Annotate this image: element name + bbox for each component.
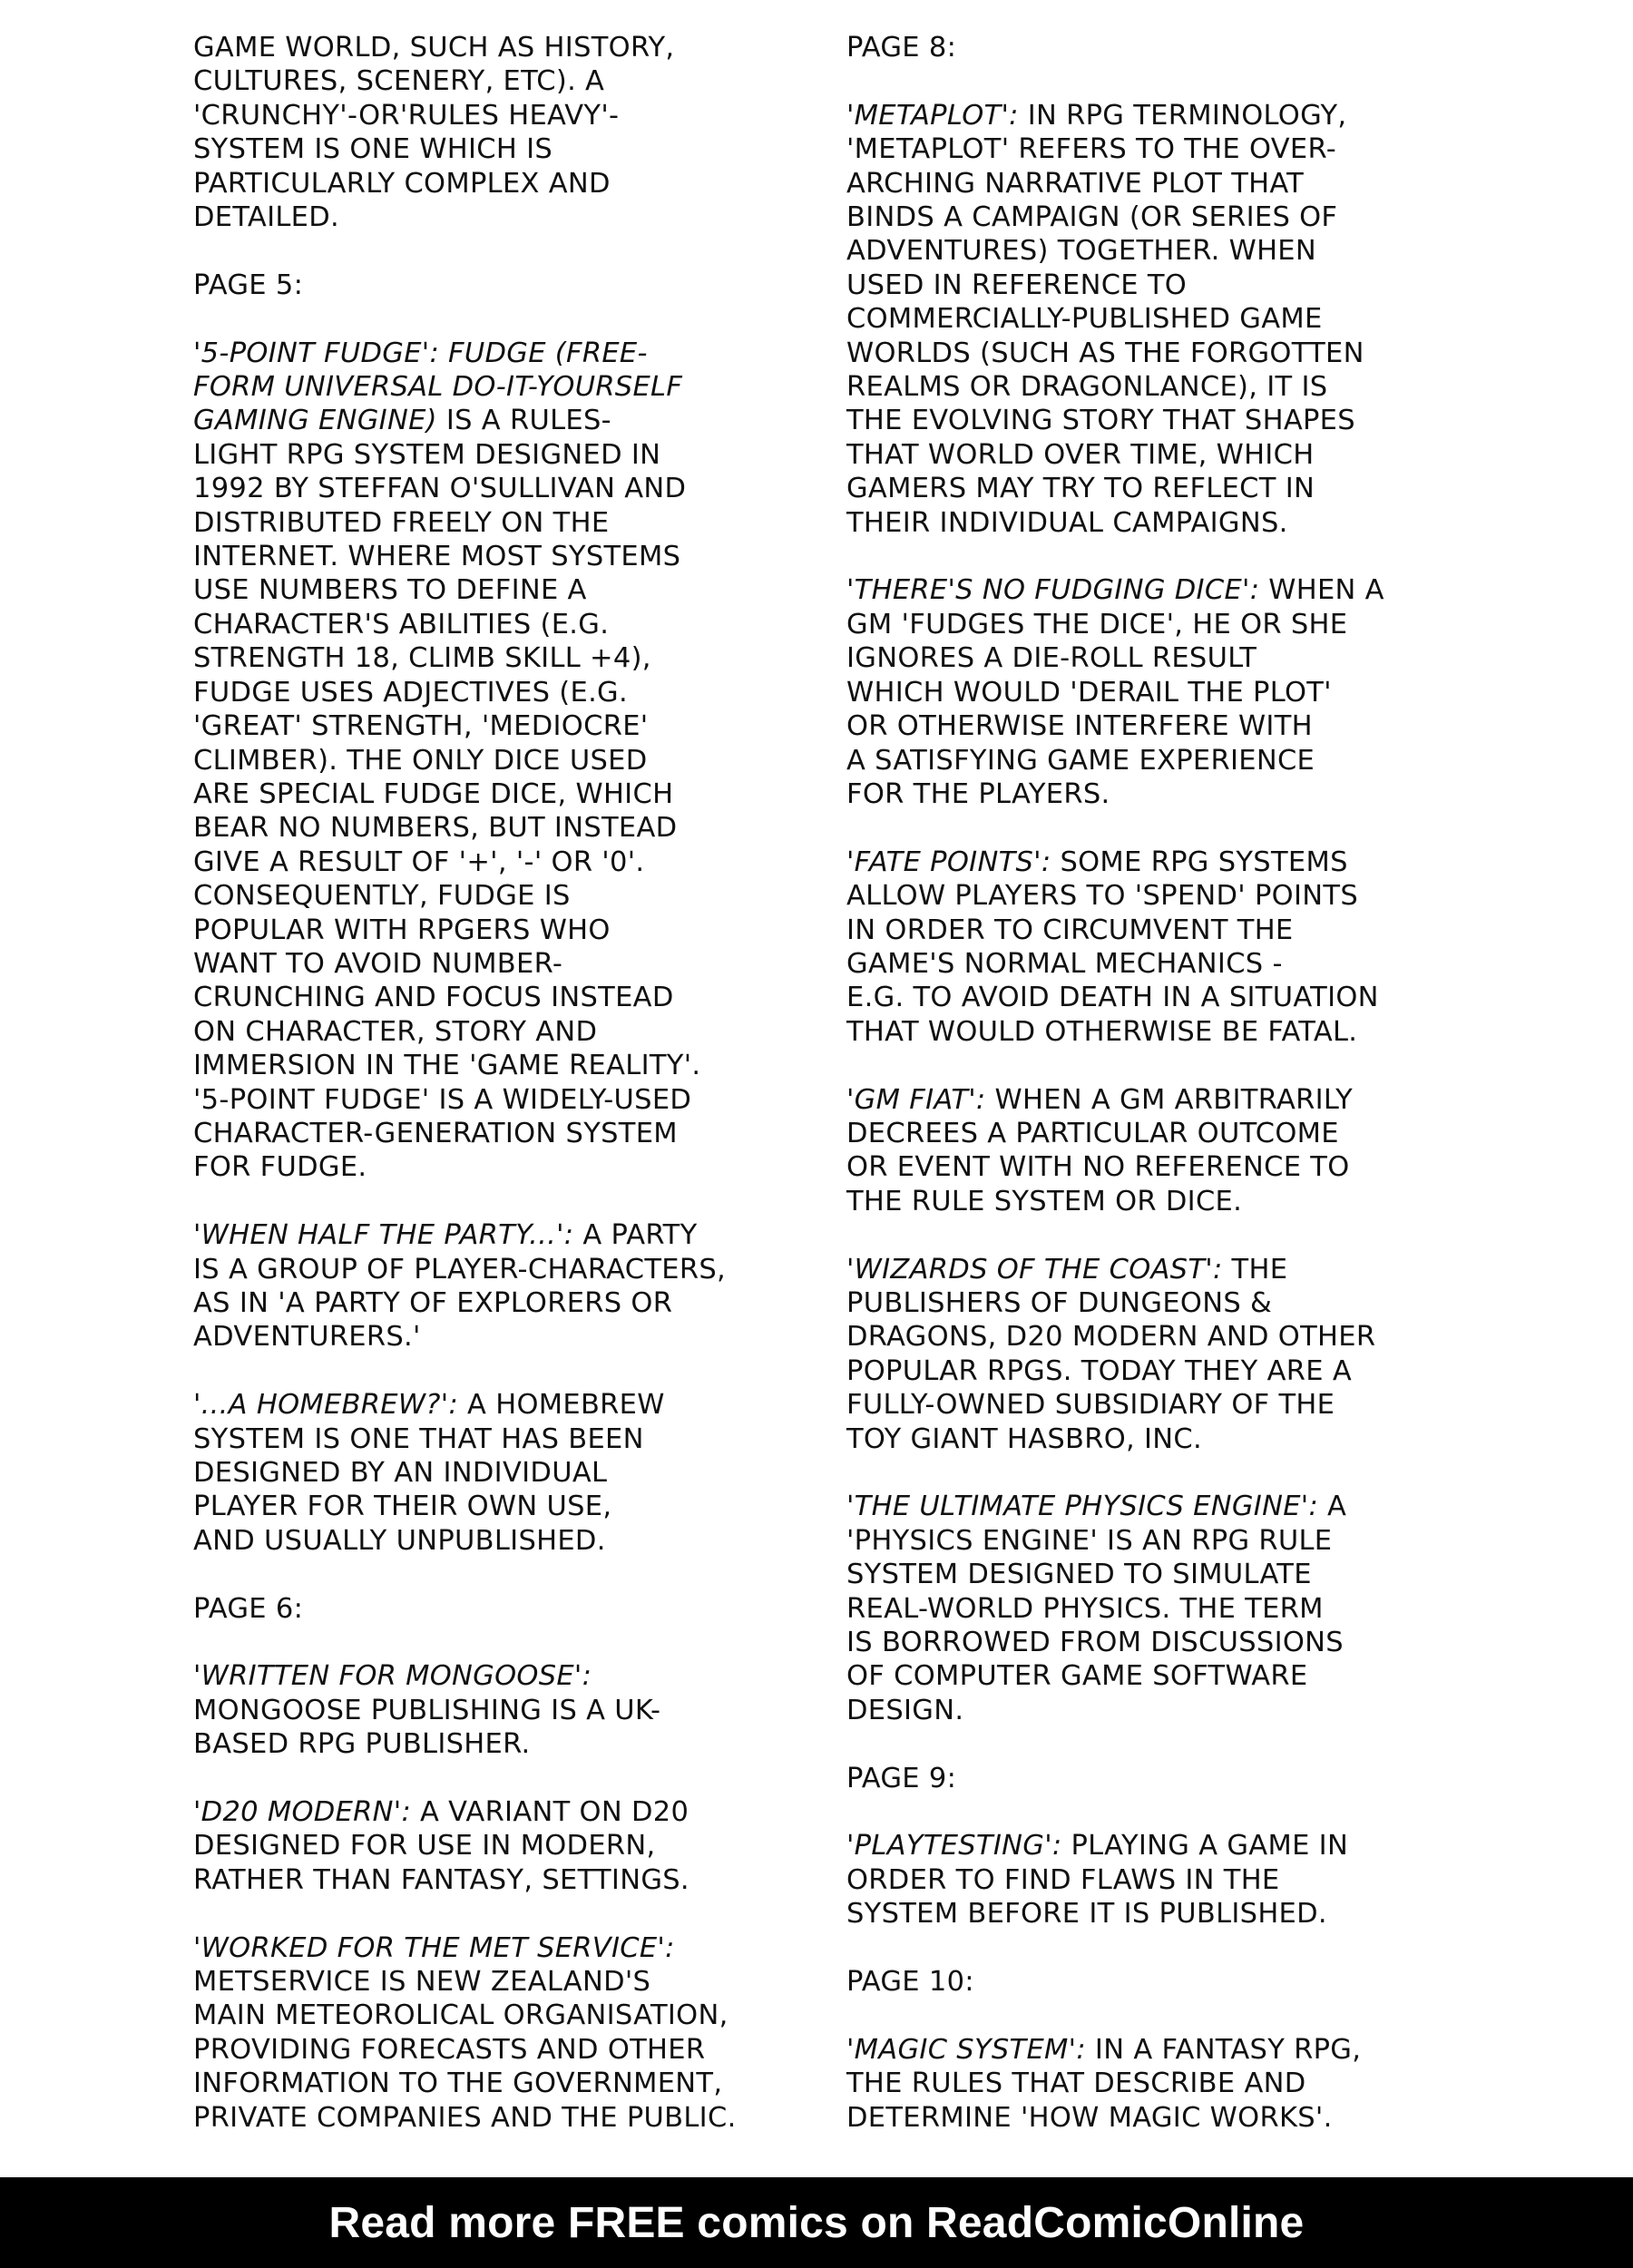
- glossary-entry-mongoose: [193, 1659, 819, 1761]
- glossary-definition: THE PUBLISHERS OF DUNGEONS & DRAGONS, D20 MODERN AND OTHER POPULAR RPGS. TODAY THEY ARE A FULLY-OWNED SUBSIDIARY OF THE TOY GIANT HASBRO, INC.: [846, 1253, 1376, 1455]
- glossary-term: 'WRITTEN FOR MONGOOSE':: [193, 1660, 592, 1693]
- glossary-term: 'PLAYTESTING':: [846, 1830, 1062, 1862]
- glossary-term: 'WORKED FOR THE MET SERVICE':: [193, 1931, 675, 1964]
- glossary-definition: MONGOOSE PUBLISHING IS A UK- BASED RPG PUBLISHER.: [193, 1694, 661, 1761]
- glossary-definition: A VARIANT ON D20 DESIGNED FOR USE IN MODERN, RATHER THAN FANTASY, SETTINGS.: [193, 1796, 689, 1896]
- section-heading-page-5: PAGE 5:: [193, 269, 304, 301]
- glossary-term: 'THE ULTIMATE PHYSICS ENGINE':: [846, 1491, 1319, 1523]
- glossary-definition: A PARTY IS A GROUP OF PLAYER-CHARACTERS, AS IN 'A PARTY OF EXPLORERS OR ADVENTURERS.': [193, 1219, 726, 1354]
- glossary-term: 'WHEN HALF THE PARTY...':: [193, 1219, 574, 1252]
- glossary-term: 'D20 MODERN':: [193, 1796, 412, 1829]
- glossary-paragraph: GAME WORLD, SUCH AS HISTORY, CULTURES, SCENERY, ETC). A 'CRUNCHY'-OR'RULES HEAVY'- SYSTEM IS ONE WHICH IS PARTICULARLY COMPLEX AND DETAILED.: [193, 32, 675, 234]
- glossary-term: '5-POINT FUDGE': FUDGE (FREE- FORM UNIVERSAL DO-IT-YOURSELF GAMING ENGINE): [193, 337, 683, 437]
- glossary-definition: WHEN A GM 'FUDGES THE DICE', HE OR SHE IGNORES A DIE-ROLL RESULT WHICH WOULD 'DERAIL THE PLOT' OR OTHERWISE INTERFERE WITH A SATISFYING GAME EXPERIENCE FOR THE PLAYERS.: [846, 574, 1384, 810]
- glossary-entry-magic-system: [846, 2033, 1481, 2135]
- glossary-definition: IS A RULES- LIGHT RPG SYSTEM DESIGNED IN 1992 BY STEFFAN O'SULLIVAN AND DISTRIBUTED FREELY ON THE INTERNET. WHERE MOST SYSTEMS USE NUMBERS TO DEFINE A CHARACTER'S ABILITIES (E.G. STRENGTH 18, CLIMB SKILL +4), FUDGE USES ADJECTIVES (E.G. 'GREAT' STRENGTH, 'MEDIOCRE' CLIMBER). THE ONLY DICE USED ARE SPECIAL FUDGE DICE, WHICH BEAR NO NUMBERS, BUT INSTEAD GIVE A RESULT OF '+', '-' OR '0'. CONSEQUENTLY, FUDGE IS POPULAR WITH RPGERS WHO WANT TO AVOID NUMBER- CRUNCHING AND FOCUS INSTEAD ON CHARACTER, STORY AND IMMERSION IN THE 'GAME REALITY'. '5-POINT FUDGE' IS A WIDELY-USED CHARACTER-GENERATION SYSTEM FOR FUDGE.: [193, 405, 701, 1184]
- glossary-term: '...A HOMEBREW?':: [193, 1389, 459, 1422]
- glossary-term: 'THERE'S NO FUDGING DICE':: [846, 574, 1260, 607]
- glossary-entry-no-fudging-dice: [846, 573, 1481, 811]
- glossary-definition: METSERVICE IS NEW ZEALAND'S MAIN METEOROLICAL ORGANISATION, PROVIDING FORECASTS AND OTHER INFORMATION TO THE GOVERNMENT, PRIVATE COMPANIES AND THE PUBLIC.: [193, 1966, 737, 2134]
- glossary-term: 'WIZARDS OF THE COAST':: [846, 1253, 1223, 1286]
- glossary-entry-physics-engine: [846, 1490, 1481, 1727]
- glossary-entry-party: [193, 1218, 819, 1354]
- glossary-definition: PLAYING A GAME IN ORDER TO FIND FLAWS IN THE SYSTEM BEFORE IT IS PUBLISHED.: [846, 1830, 1349, 1931]
- glossary-entry-wizards-of-the-coast: [846, 1253, 1481, 1456]
- glossary-term: 'FATE POINTS':: [846, 846, 1051, 878]
- section-heading-page-6: PAGE 6:: [193, 1592, 304, 1625]
- glossary-entry-homebrew: [193, 1388, 819, 1558]
- right-text-column: [846, 31, 1481, 2135]
- glossary-term: 'METAPLOT':: [846, 99, 1019, 132]
- glossary-definition: A HOMEBREW SYSTEM IS ONE THAT HAS BEEN DESIGNED BY AN INDIVIDUAL PLAYER FOR THEIR OWN USE, AND USUALLY UNPUBLISHED.: [193, 1389, 665, 1557]
- glossary-entry-metaplot: [846, 99, 1481, 540]
- glossary-term: 'MAGIC SYSTEM':: [846, 2033, 1086, 2066]
- section-heading-page-8: PAGE 8:: [846, 32, 957, 64]
- glossary-entry-5-point-fudge: [193, 337, 819, 1185]
- glossary-entry-playtesting: [846, 1829, 1481, 1931]
- section-heading-page-10: PAGE 10:: [846, 1966, 974, 1999]
- glossary-entry-met-service: [193, 1931, 819, 2135]
- promo-banner[interactable]: [0, 2177, 1633, 2268]
- glossary-entry-fate-points: [846, 846, 1481, 1049]
- glossary-term: 'GM FIAT':: [846, 1083, 986, 1116]
- glossary-definition: WHEN A GM ARBITRARILY DECREES A PARTICULAR OUTCOME OR EVENT WITH NO REFERENCE TO THE RULE SYSTEM OR DICE.: [846, 1083, 1354, 1217]
- glossary-entry-d20-modern: [193, 1795, 819, 1897]
- glossary-definition: SOME RPG SYSTEMS ALLOW PLAYERS TO 'SPEND' POINTS IN ORDER TO CIRCUMVENT THE GAME'S NORMAL MECHANICS - E.G. TO AVOID DEATH IN A SITUATION THAT WOULD OTHERWISE BE FATAL.: [846, 846, 1379, 1048]
- left-text-column: [193, 31, 819, 2135]
- glossary-entry-gm-fiat: [846, 1083, 1481, 1219]
- glossary-definition: IN A FANTASY RPG, THE RULES THAT DESCRIBE AND DETERMINE 'HOW MAGIC WORKS'.: [846, 2033, 1362, 2134]
- glossary-definition: IN RPG TERMINOLOGY, 'METAPLOT' REFERS TO THE OVER- ARCHING NARRATIVE PLOT THAT BINDS A CAMPAIGN (OR SERIES OF ADVENTURES) TOGETHER. WHEN USED IN REFERENCE TO COMMERCIALLY-PUBLISHED GAME WORLDS (SUCH AS THE FORGOTTEN REALMS OR DRAGONLANCE), IT IS THE EVOLVING STORY THAT SHAPES THAT WORLD OVER TIME, WHICH GAMERS MAY TRY TO REFLECT IN THEIR INDIVIDUAL CAMPAIGNS.: [846, 99, 1364, 539]
- promo-banner-text[interactable]: Read more FREE comics on ReadComicOnline: [328, 2198, 1305, 2247]
- glossary-definition: A 'PHYSICS ENGINE' IS AN RPG RULE SYSTEM DESIGNED TO SIMULATE REAL-WORLD PHYSICS. THE TERM IS BORROWED FROM DISCUSSIONS OF COMPUTER GAME SOFTWARE DESIGN.: [846, 1491, 1347, 1726]
- section-heading-page-9: PAGE 9:: [846, 1762, 957, 1794]
